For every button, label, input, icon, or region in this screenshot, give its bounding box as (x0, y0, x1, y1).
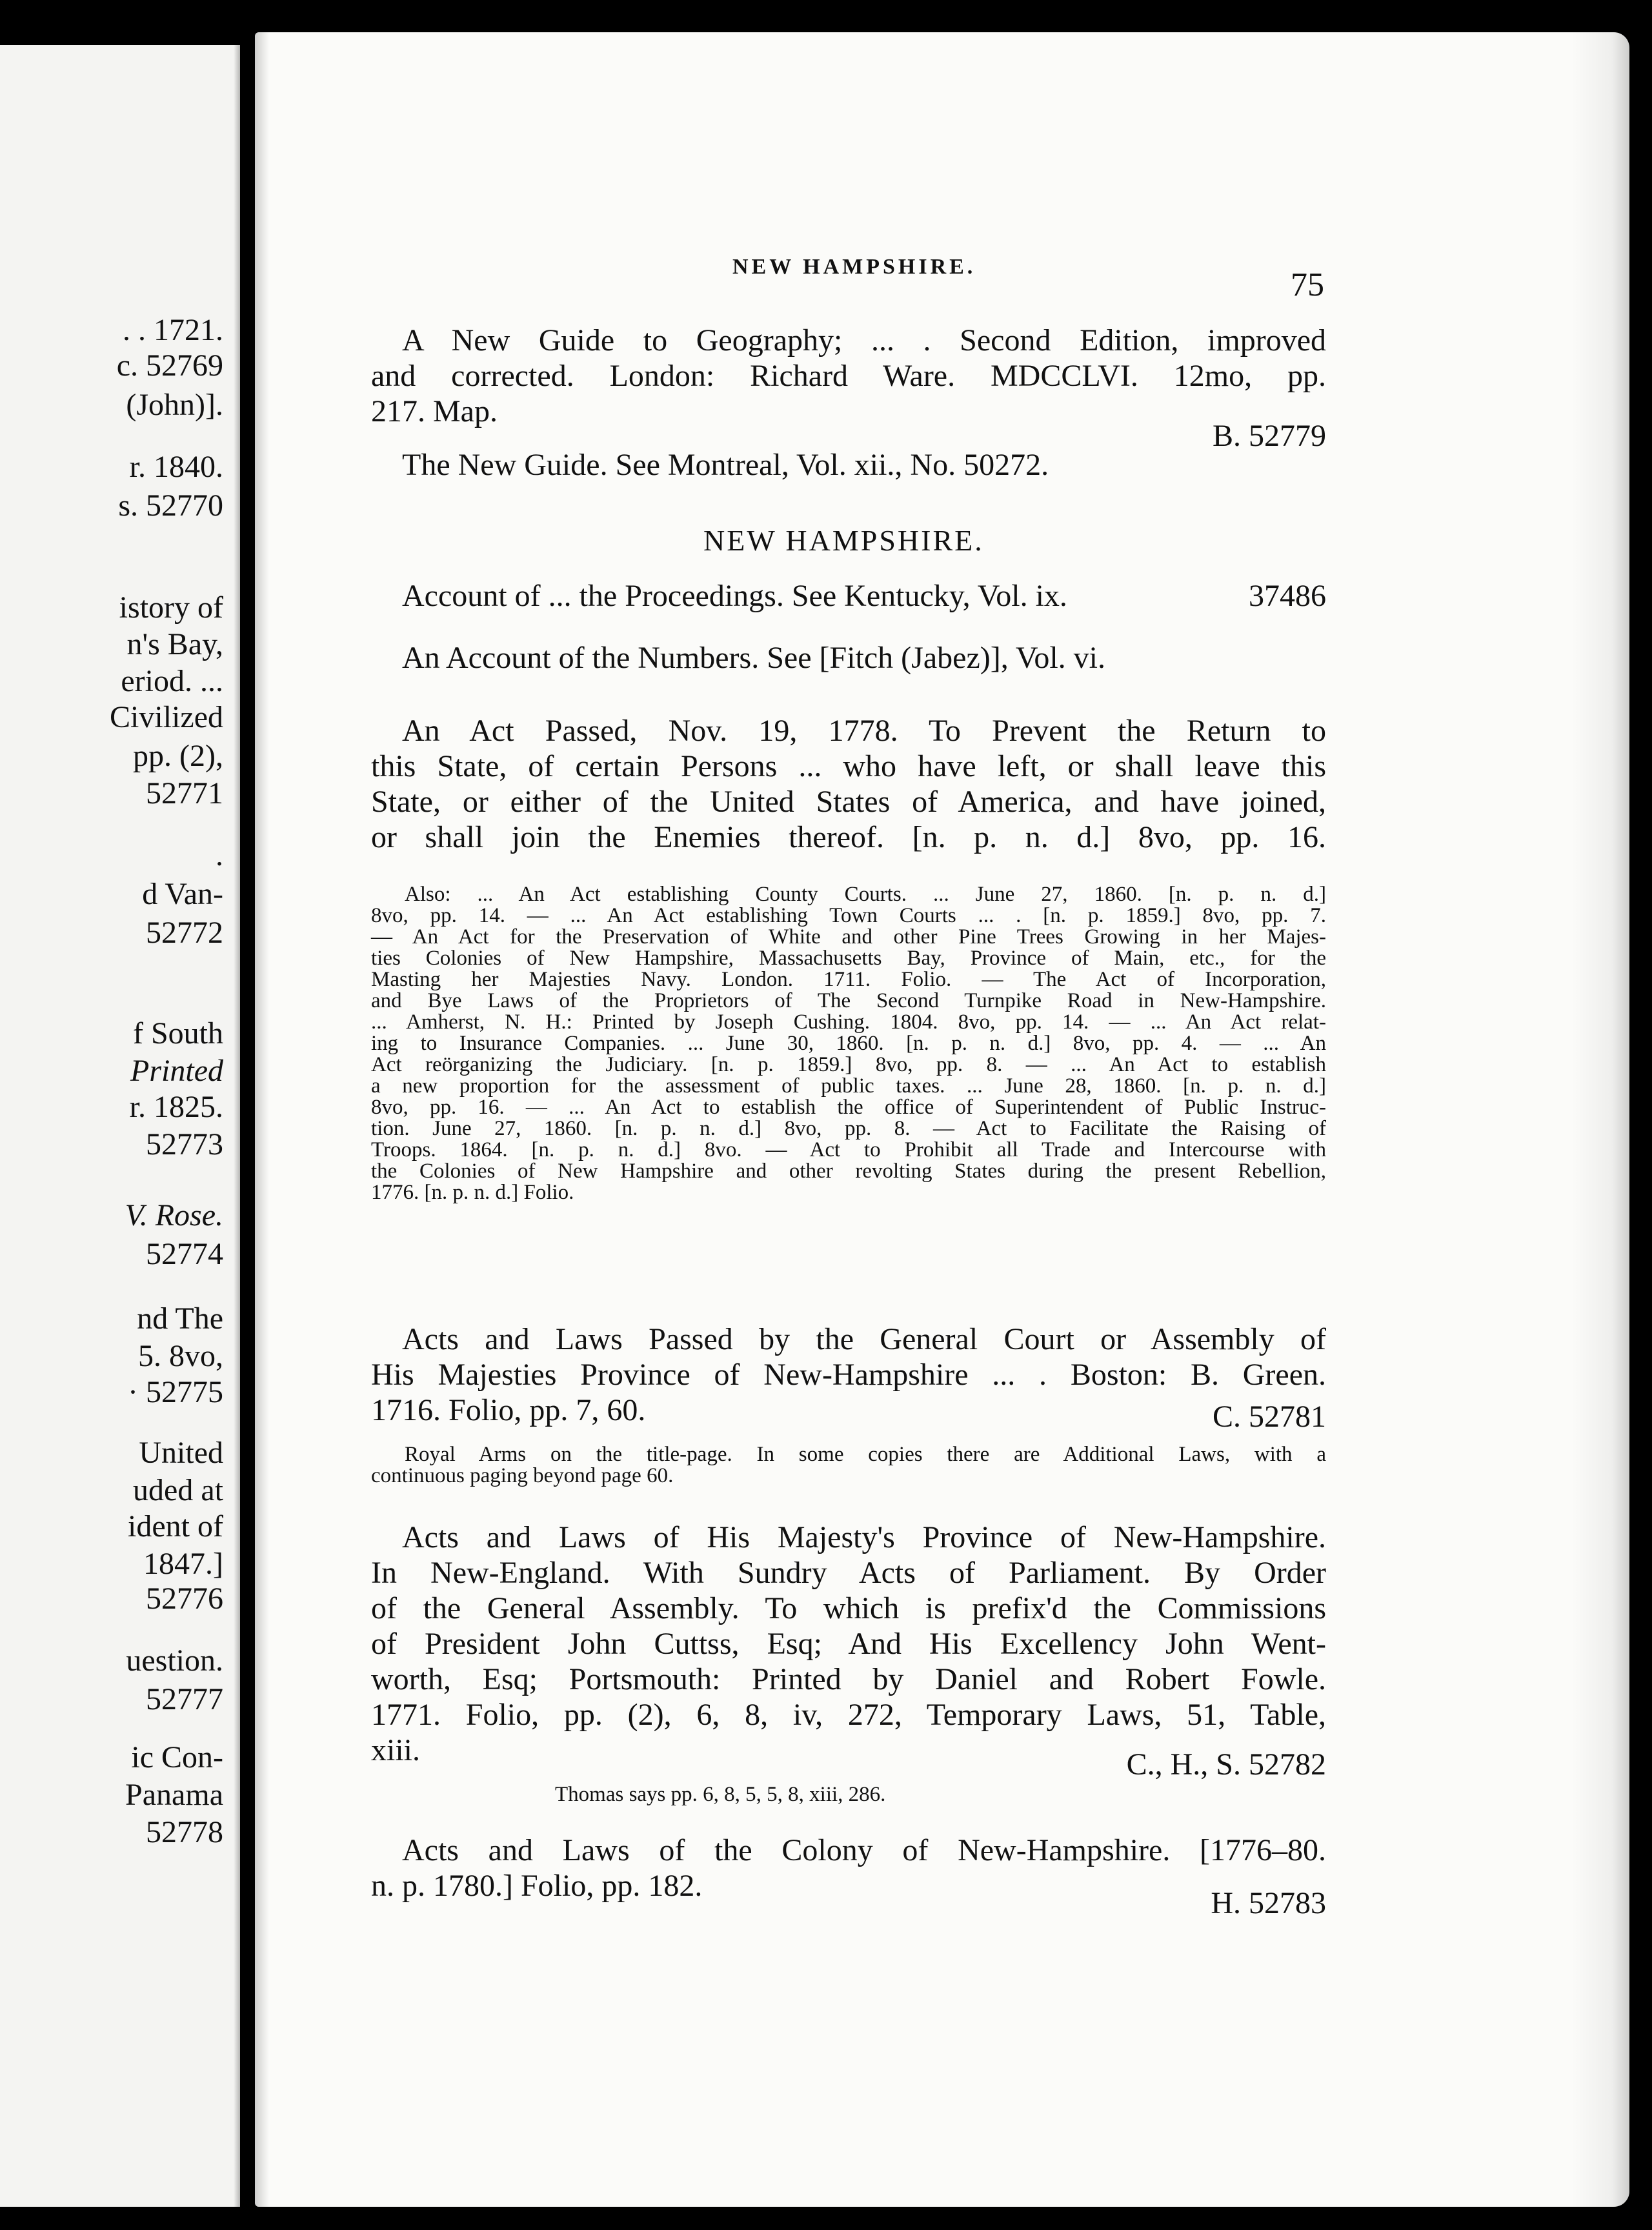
left-line: s. 52770 (118, 488, 223, 523)
entry-line: Acts and Laws Passed by the General Court or Assembly of (402, 1322, 1326, 1356)
note-line: and Bye Laws of the Proprietors of The Second Turnpike Road in New-Hampshire. (371, 989, 1326, 1012)
entry-line: 1771. Folio, pp. (2), 6, 8, iv, 272, Temporary Laws, 51, Table, (371, 1698, 1326, 1732)
left-line: r. 1840. (129, 450, 223, 484)
left-line: pp. (2), (133, 739, 223, 773)
left-line: d Van- (142, 877, 223, 911)
note-line: 8vo, pp. 16. — ... An Act to establish the office of Superintendent of Public Instruc- (371, 1096, 1326, 1119)
note-line: Act reörganizing the Judiciary. [n. p. 1859.] 8vo, pp. 8. — ... An Act to establish (371, 1053, 1326, 1076)
note-line: Masting her Majesties Navy. London. 1711. Folio. — The Act of Incorporation, (371, 968, 1326, 991)
left-line: eriod. ... (121, 664, 223, 698)
note-line: Also: ... An Act establishing County Courts. ... June 27, 1860. [n. p. n. d.] (405, 883, 1326, 906)
note-line: Thomas says pp. 6, 8, 5, 5, 8, xiii, 286. (555, 1783, 886, 1806)
library-reference: B. 52779 (1212, 419, 1326, 453)
note-line: Troops. 1864. [n. p. n. d.] 8vo. — Act to Prohibit all Trade and Intercourse with (371, 1138, 1326, 1161)
left-line: · 52775 (128, 1375, 223, 1409)
left-line: n's Bay, (126, 627, 223, 661)
running-head: NEW HAMPSHIRE. (732, 255, 976, 279)
left-line: 52771 (146, 776, 223, 810)
left-line: uded at (133, 1473, 223, 1507)
entry-line: In New-England. With Sundry Acts of Parliament. By Order (371, 1556, 1326, 1590)
note-line: a new proportion for the assessment of public taxes. ... June 28, 1860. [n. p. n. d.] (371, 1074, 1326, 1098)
note-line: continuous paging beyond page 60. (371, 1464, 674, 1487)
page-number: 75 (1291, 266, 1324, 303)
left-line: 52773 (146, 1127, 223, 1161)
entry-line: worth, Esq; Portsmouth: Printed by Daniel and Robert Fowle. (371, 1662, 1326, 1696)
left-line: Panama (125, 1778, 223, 1812)
left-line: nd The (137, 1301, 223, 1336)
note-line: — An Act for the Preservation of White and other Pine Trees Growing in her Majes- (371, 925, 1326, 949)
entry-line: 1716. Folio, pp. 7, 60. (371, 1393, 646, 1427)
left-line: United (139, 1436, 223, 1470)
left-line: uestion. (126, 1643, 223, 1678)
entry-line: xiii. (371, 1733, 421, 1767)
note-line: ties Colonies of New Hampshire, Massachusetts Bay, Province of Main, etc., for the (371, 947, 1326, 970)
left-line: r. 1825. (129, 1090, 223, 1124)
note-line: Royal Arms on the title-page. In some copies there are Additional Laws, with a (405, 1443, 1326, 1466)
left-line: (John)]. (126, 388, 223, 422)
note-line: tion. June 27, 1860. [n. p. n. d.] 8vo, pp. 8. — Act to Facilitate the Raising of (371, 1117, 1326, 1140)
library-reference: H. 52783 (1211, 1886, 1326, 1920)
left-line: 52776 (146, 1582, 223, 1616)
entry-line: and corrected. London: Richard Ware. MDCCLVI. 12mo, pp. (371, 359, 1326, 393)
left-line: 5. 8vo, (138, 1339, 223, 1373)
note-line: 1776. [n. p. n. d.] Folio. (371, 1181, 574, 1204)
page-75 (255, 32, 1629, 2207)
left-line: 52778 (146, 1815, 223, 1849)
note-line: 8vo, pp. 14. — ... An Act establishing Town Courts ... . [n. p. 1859.] 8vo, pp. 7. (371, 904, 1326, 927)
library-reference: C., H., S. 52782 (1126, 1747, 1326, 1782)
note-line: ... Amherst, N. H.: Printed by Joseph Cushing. 1804. 8vo, pp. 14. — ... An Act relat- (371, 1010, 1326, 1034)
previous-page-fragment (0, 45, 240, 2207)
left-line: V. Rose. (125, 1198, 223, 1232)
entry-line: An Account of the Numbers. See [Fitch (Jabez)], Vol. vi. (402, 641, 1106, 675)
entry-line: The New Guide. See Montreal, Vol. xii., No. 50272. (402, 448, 1049, 482)
left-line: 52777 (146, 1682, 223, 1716)
left-line: 1847.] (143, 1547, 223, 1581)
left-line: 52774 (146, 1237, 223, 1271)
entry-line: of President John Cuttss, Esq; And His Excellency John Went- (371, 1627, 1326, 1661)
section-heading: NEW HAMPSHIRE. (703, 524, 984, 557)
entry-line: n. p. 1780.] Folio, pp. 182. (371, 1869, 703, 1903)
entry-line: His Majesties Province of New-Hampshire ... . Boston: B. Green. (371, 1358, 1326, 1392)
entry-line: Account of ... the Proceedings. See Kentucky, Vol. ix. (402, 579, 1067, 613)
gutter-shadow (234, 45, 240, 2207)
left-line: c. 52769 (116, 348, 223, 383)
left-line: . (216, 838, 223, 872)
left-line: Printed (130, 1054, 223, 1088)
entry-line: A New Guide to Geography; ... . Second Edition, improved (402, 323, 1326, 357)
left-line: ic Con- (131, 1740, 223, 1774)
entry-line: this State, of certain Persons ... who have left, or shall leave this (371, 749, 1326, 783)
left-line: 52772 (146, 916, 223, 950)
entry-line: or shall join the Enemies thereof. [n. p. n. d.] 8vo, pp. 16. (371, 820, 1326, 854)
entry-line: 217. Map. (371, 394, 498, 428)
note-line: ing to Insurance Companies. ... June 30, 1860. [n. p. n. d.] 8vo, pp. 4. — ... An (371, 1032, 1326, 1055)
left-line: istory of (119, 590, 223, 625)
left-line: Civilized (110, 700, 223, 734)
entry-line: Acts and Laws of His Majesty's Province of New-Hampshire. (402, 1520, 1326, 1554)
library-reference: C. 52781 (1212, 1400, 1326, 1434)
library-reference: 37486 (1249, 579, 1326, 613)
note-line: the Colonies of New Hampshire and other revolting States during the present Rebellion, (371, 1160, 1326, 1183)
entry-line: State, or either of the United States of America, and have joined, (371, 785, 1326, 819)
page-edge-shadow (1571, 32, 1629, 2207)
entry-line: of the General Assembly. To which is prefix'd the Commissions (371, 1591, 1326, 1625)
spine-shadow (255, 32, 269, 2207)
entry-line: Acts and Laws of the Colony of New-Hampshire. [1776–80. (402, 1833, 1326, 1867)
left-line: . . 1721. (123, 313, 223, 347)
left-line: ident of (128, 1509, 223, 1543)
left-line: f South (132, 1016, 223, 1050)
entry-line: An Act Passed, Nov. 19, 1778. To Prevent the Return to (402, 714, 1326, 748)
